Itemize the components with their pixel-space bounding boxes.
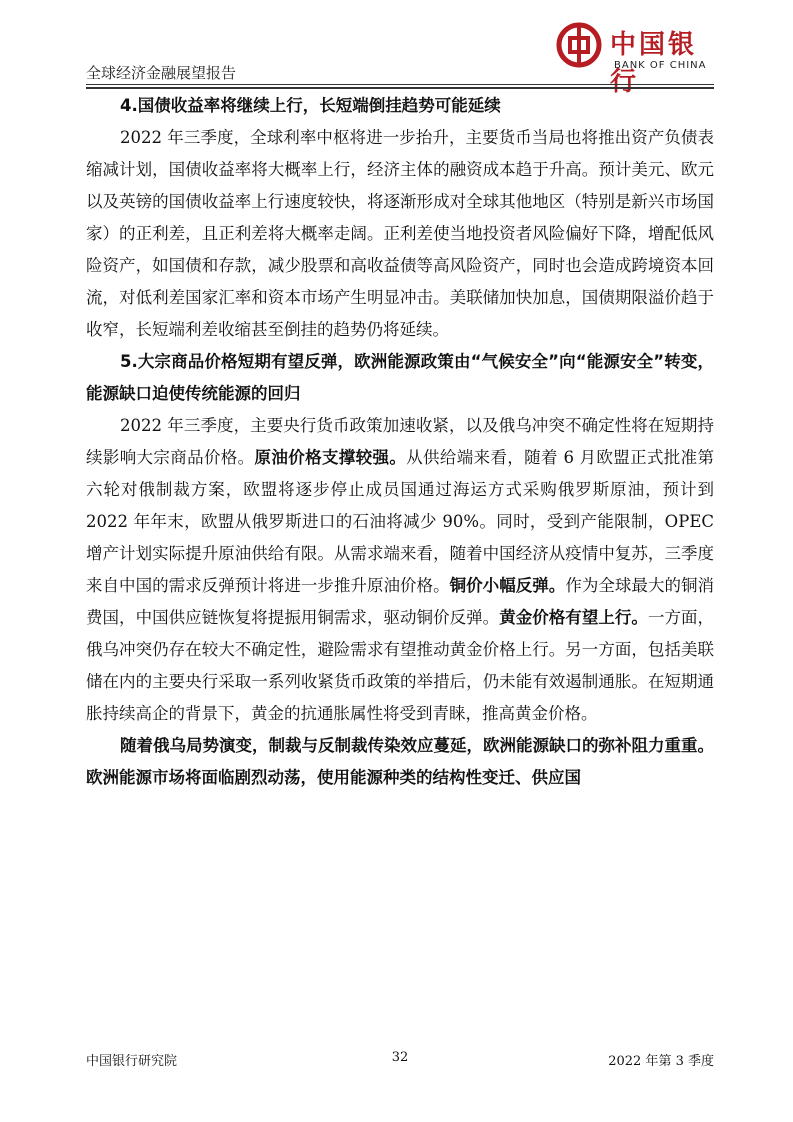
footer-period: 2022 年第 3 季度 [608,1054,714,1069]
section-5-heading: 5.大宗商品价格短期有望反弹，欧洲能源政策由“气候安全”向“能源安全”转变，能源缺口迫使传统能源的回归 [86,352,714,403]
page-footer [86,1050,714,1070]
gold-highlight: 黄金价格有望上行。 [499,608,648,627]
s5-text-c: 从供给端来看，随着 6 月欧盟正式批准第六轮对俄制裁方案，欧盟将逐步停止成员国通过海运方式采购俄罗斯原油，预计到 2022 年年末，欧盟从俄罗斯进口的石油将减少 90%。同时，受到产能限制，OPEC 增产计划实际提升原油供给有限。从需求端来看，随着中国经济从疫情中复苏，三季度来自中国的需求反弹预计将进一步推升原油价格。 [86,448,714,595]
logo-chinese-text: 中国银行 [610,30,698,97]
s5-text-g: 一方面，俄乌冲突仍存在较大不确定性，避险需求有望推动黄金价格上行。另一方面，包括美联储在内的主要央行采取一系列收紧货币政策的举措后，仍未能有效遏制通胀。在短期通胀持续高企的背景下，黄金的抗通胀属性将受到青睐，推高黄金价格。 [86,608,715,723]
copper-highlight: 铜价小幅反弹。 [449,576,566,595]
section-5-paragraph-1 [86,410,714,730]
section-5-paragraph-2: 随着俄乌局势演变，制裁与反制裁传染效应蔓延，欧洲能源缺口的弥补阻力重重。欧洲能源市场将面临剧烈动荡，使用能源种类的结构性变迁、供应国 [86,736,714,787]
footer-institution: 中国银行研究院 [86,1054,178,1069]
s5-text-e: 作为全球最大的铜消费国，中国供应链恢复将提振用铜需求，驱动铜价反弹。 [86,576,715,627]
header-divider [86,84,714,85]
header-divider-thick [86,87,714,89]
s5-text-a: 2022 年三季度，主要央行货币政策加速收紧，以及俄乌冲突不确定性将在短期持续影响大宗商品价格。 [86,416,714,467]
page-number: 32 [391,1050,409,1065]
section-4-paragraph: 2022 年三季度，全球利率中枢将进一步抬升，主要货币当局也将推出资产负债表缩减计划，国债收益率将大概率上行，经济主体的融资成本趋于升高。预计美元、欧元以及英镑的国债收益率上行速度较快，将逐渐形成对全球其他地区（特别是新兴市场国家）的正利差，且正利差将大概率走阔。正利差使当地投资者风险偏好下降，增配低风险资产，如国债和存款，减少股票和高收益债等高风险资产，同时也会造成跨境资本回流，对低利差国家汇率和资本市场产生明显冲击。美联储加快加息，国债期限溢价趋于收窄，长短端利差收缩甚至倒挂的趋势仍将延续。 [86,128,714,339]
report-title: 全球经济金融展望报告 [86,64,237,82]
logo-english-text: BANK OF CHINA [614,60,707,71]
bank-of-china-emblem-icon [556,22,602,68]
main-content [86,90,714,794]
bank-logo [556,18,716,97]
section-4-heading: 4.国债收益率将继续上行，长短端倒挂趋势可能延续 [120,96,501,115]
crude-oil-highlight: 原油价格支撑较强。 [254,448,407,467]
